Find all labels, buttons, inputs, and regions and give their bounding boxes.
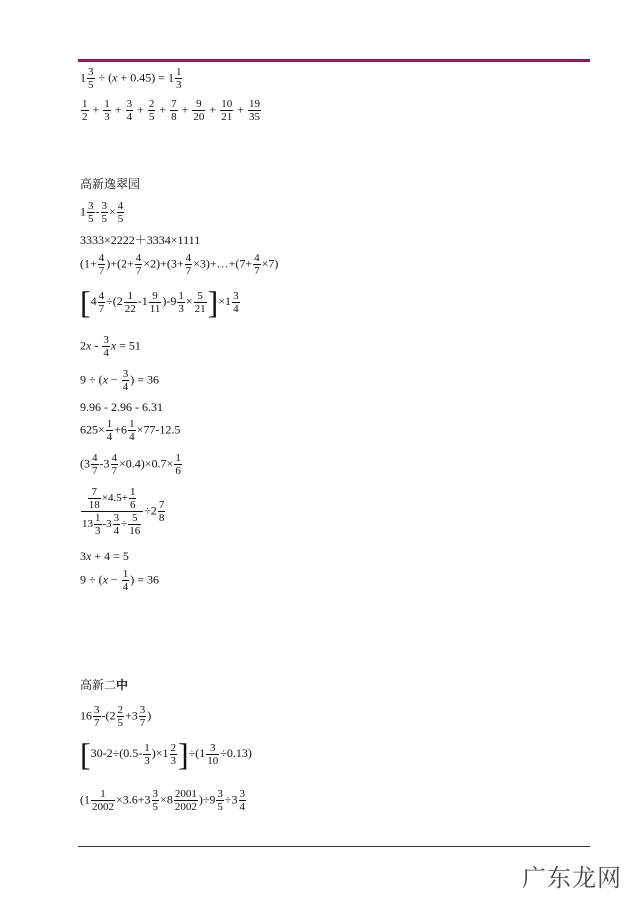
problem-decimal-subtract: 9.96 - 2.96 - 6.31 xyxy=(80,400,163,414)
equation-1: 1 $\frac{3}{5}$ ÷ (x + 0.45) = 1 $\frac{1}{3}$ xyxy=(80,66,182,91)
bottom-rule xyxy=(78,846,590,847)
problem-multiply-sum: 3333×2222＋3334×1111 xyxy=(80,233,201,247)
problem-mixed-subtract: 1 $\frac{3}{5}$ - $\frac{3}{5}$ × $\frac{4}{5}$ xyxy=(80,200,124,225)
watermark-logo: 广东龙网 xyxy=(518,856,626,895)
problem-625: 625× $\frac{1}{4}$ +6 $\frac{1}{4}$ ×77-12.5 xyxy=(80,418,181,443)
heading-part-b: 中 xyxy=(116,678,129,692)
equation-2: $\frac{1}{2}$ + $\frac{1}{3}$ + $\frac{3}{4}$ + $\frac{2}{5}$ + $\frac{7}{8}$ + $\frac{9}{20}$ + $\frac{10}{21}$ + $\frac{19}{35}$ xyxy=(82,98,260,123)
heading-part-a: 高新二 xyxy=(80,678,117,692)
problem-linear-equation-2: 3x + 4 = 5 xyxy=(80,549,129,563)
problem-division-equation-1: 9 ÷ (x − $\frac{3}{4}$ ) = 36 xyxy=(80,368,159,393)
top-rule xyxy=(78,59,590,62)
problem-complex-fraction: $\frac{7}{18}$ ×4.5+ $\frac{1}{6}$ 13 $\frac{1}{3}$ -3 $\frac{3}{4}$ ÷ $\frac{5}{16}$ ÷2 $\frac{7}{8}$ xyxy=(82,486,165,537)
section-heading-erzhong xyxy=(80,676,128,693)
problem-sixteen-three-sevenths: 16 $\frac{3}{7}$ -(2 $\frac{2}{5}$ +3 $\frac{3}{7}$ ) xyxy=(80,704,152,729)
problem-division-equation-2: 9 ÷ (x − $\frac{1}{4}$ ) = 36 xyxy=(80,568,159,593)
problem-series-sum: (1+ $\frac{4}{7}$ )+(2+ $\frac{4}{7}$ ×2)+(3+ $\frac{4}{7}$ ×3)+…+(7+ $\frac{4}{7}$ ×7) xyxy=(80,252,279,277)
problem-linear-equation-1: 2x - $\frac{3}{4}$ x = 51 xyxy=(80,334,141,359)
problem-2002: (1 $\frac{1}{2002}$ ×3.6+3 $\frac{3}{5}$ ×8 $\frac{2001}{2002}$ )÷9 $\frac{3}{5}$ ÷3 $\frac{3}{4}$ xyxy=(80,788,246,813)
problem-thirty-bracket: [30-2÷(0.5- $\frac{1}{3}$ )×1 $\frac{2}{3}$ ]÷(1 $\frac{3}{10}$ ÷0.13) xyxy=(80,736,252,772)
problem-three-four-sevenths: (3 $\frac{4}{7}$ -3 $\frac{4}{7}$ ×0.4)×0.7× $\frac{1}{6}$ xyxy=(80,452,181,477)
problem-bracket-expression: [4 $\frac{4}{7}$ ÷(2 $\frac{1}{22}$ -1 $\frac{9}{11}$ )-9 $\frac{1}{3}$ × $\frac{5}{21}$ ]×1 $\frac{3}{4}$ xyxy=(80,284,239,320)
section-heading-yicuiyuan: 高新逸翠园 xyxy=(80,177,141,191)
